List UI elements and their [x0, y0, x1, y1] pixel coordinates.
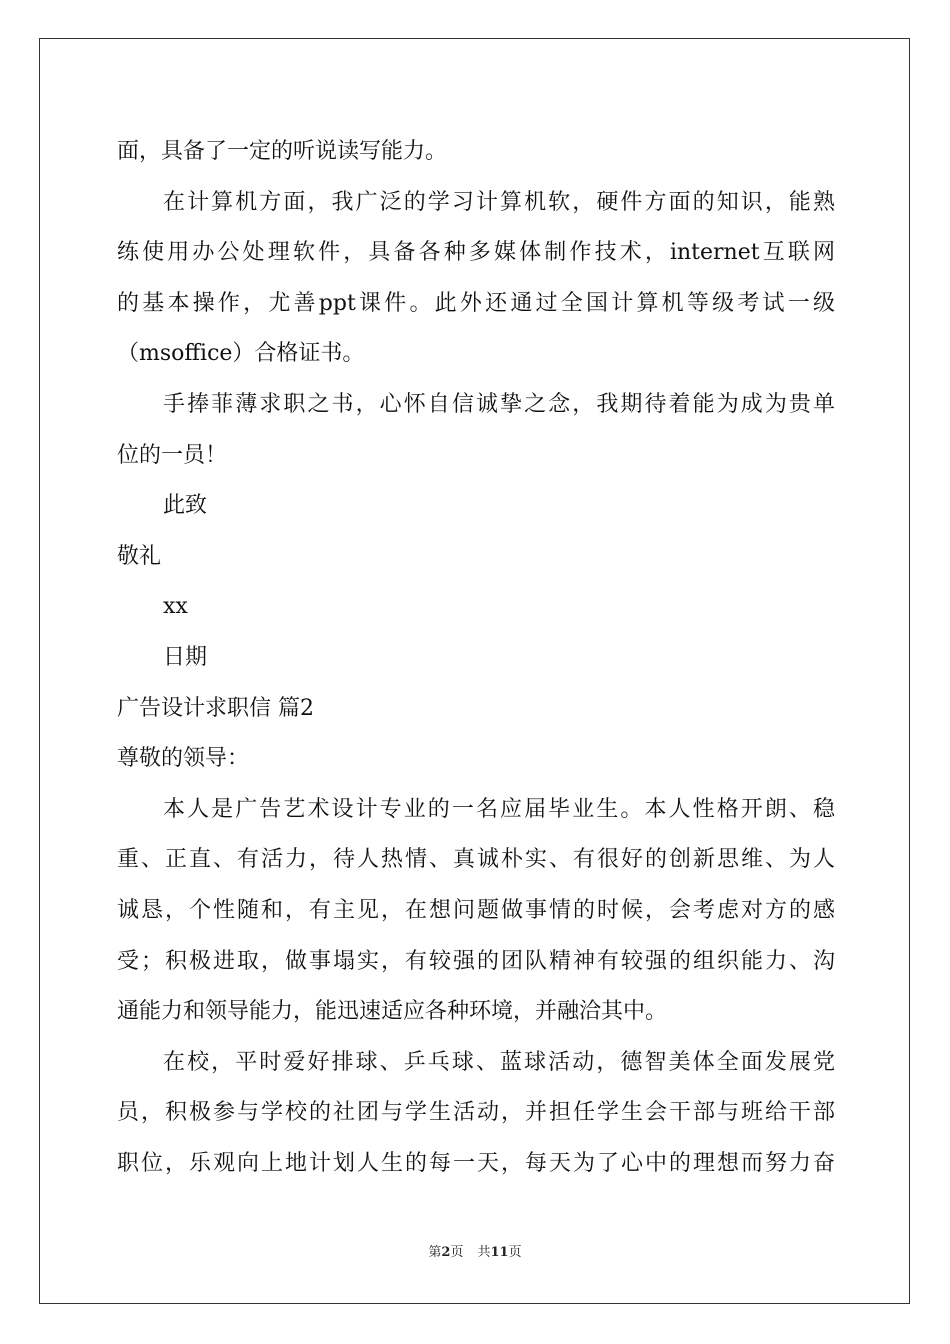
signature-date: 日期 [163, 644, 208, 670]
page-unit: 页 [450, 1245, 464, 1260]
paragraph-line: 诚恳，个性随和，有主见，在想问题做事情的时候，会考虑对方的感 [117, 897, 835, 923]
paragraph-line: 受；积极进取，做事塌实，有较强的团队精神有较强的组织能力、沟 [117, 948, 835, 974]
paragraph-line: 面，具备了一定的听说读写能力。 [117, 139, 448, 164]
paragraph-line: 练使用办公处理软件，具备各种多媒体制作技术，internet互联网 [117, 240, 835, 266]
paragraph-line: 通能力和领导能力，能迅速适应各种环境，并融洽其中。 [117, 999, 668, 1025]
total-prefix: 共 [477, 1245, 491, 1260]
page-prefix: 第 [428, 1245, 442, 1260]
closing-salutation: 此致 [163, 493, 208, 519]
paragraph-line: 职位，乐观向上地计划人生的每一天，每天为了心中的理想而努力奋 [117, 1150, 835, 1176]
section-title: 广告设计求职信 篇2 [117, 695, 314, 721]
paragraph-line: 的基本操作，尤善ppt课件。此外还通过全国计算机等级考试一级 [117, 290, 835, 316]
page-footer [0, 1243, 950, 1263]
total-pages: 11 [490, 1245, 509, 1260]
paragraph-line: 重、正直、有活力，待人热情、真诚朴实、有很好的创新思维、为人 [117, 847, 835, 873]
paragraph-line: （msoffice）合格证书。 [117, 341, 365, 367]
page-number: 2 [441, 1245, 451, 1260]
signature-name: xx [163, 594, 188, 620]
paragraph-line: 在计算机方面，我广泛的学习计算机软，硬件方面的知识，能熟 [163, 189, 835, 215]
document-body [117, 127, 835, 1189]
greeting: 尊敬的领导： [117, 746, 250, 772]
paragraph-line: 在校，平时爱好排球、乒乓球、蓝球活动，德智美体全面发展党 [163, 1049, 835, 1075]
paragraph-line: 员，积极参与学校的社团与学生活动，并担任学生会干部与班给干部 [117, 1100, 835, 1126]
paragraph-line: 手捧菲薄求职之书，心怀自信诚挚之念，我期待着能为成为贵单 [163, 391, 835, 417]
paragraph-line: 位的一员！ [117, 442, 228, 468]
closing-regards: 敬礼 [117, 543, 162, 569]
total-unit: 页 [508, 1245, 522, 1260]
paragraph-line: 本人是广告艺术设计专业的一名应届毕业生。本人性格开朗、稳 [163, 796, 835, 822]
